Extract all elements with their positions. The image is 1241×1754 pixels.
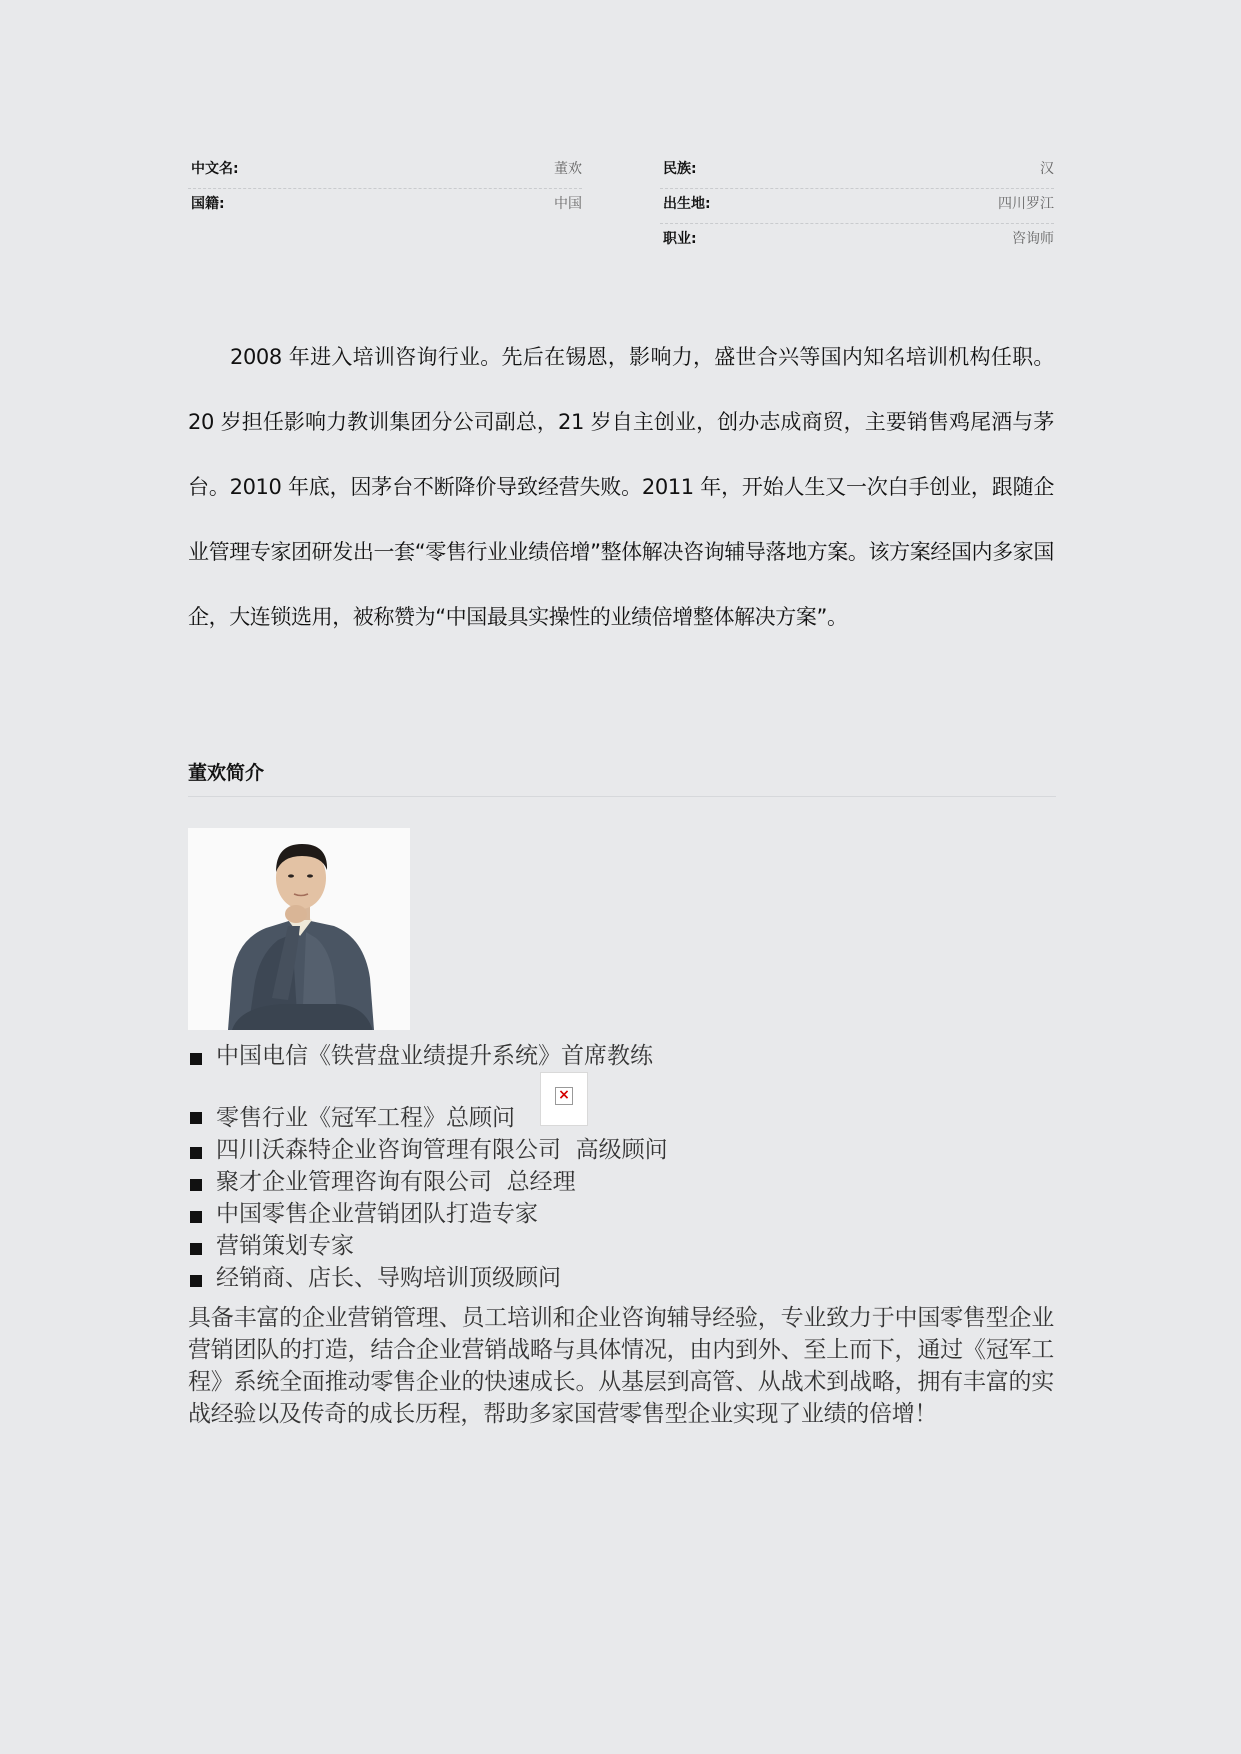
- bullet-square-icon: [190, 1243, 202, 1255]
- bullet-square-icon: [190, 1211, 202, 1223]
- section-title: 董欢简介: [188, 762, 265, 784]
- broken-image-icon: [540, 1072, 588, 1126]
- list-item-text: 中国电信《铁营盘业绩提升系统》首席教练: [216, 1043, 653, 1069]
- bullet-square-icon: [190, 1053, 202, 1065]
- section-divider: [188, 796, 1056, 797]
- list-item-text: 营销策划专家: [216, 1233, 354, 1259]
- bullet-square-icon: [190, 1147, 202, 1159]
- ethnicity-label: 民族:: [663, 161, 697, 177]
- occupation-label: 职业:: [663, 231, 697, 247]
- portrait-illustration: [188, 828, 410, 1030]
- bullet-square-icon: [190, 1275, 202, 1287]
- chinese-name-value: 董欢: [554, 161, 582, 177]
- info-row-nationality: [188, 187, 582, 223]
- list-item-text: 中国零售企业营销团队打造专家: [216, 1201, 538, 1227]
- title-list: [188, 1040, 1058, 1294]
- list-item: [188, 1072, 1058, 1134]
- list-item: [188, 1134, 1058, 1166]
- info-row-chinese-name: [188, 152, 582, 189]
- birthplace-label: 出生地:: [663, 196, 711, 212]
- occupation-value: 咨询师: [1012, 231, 1054, 247]
- red-x-icon: ×: [558, 1087, 570, 1103]
- list-item-text: 聚才企业管理咨询有限公司 总经理: [216, 1169, 576, 1195]
- list-item: [188, 1166, 1058, 1198]
- birthplace-value: 四川罗江: [998, 196, 1054, 212]
- info-row-birthplace: [660, 187, 1054, 224]
- list-item-text: 经销商、店长、导购培训顶级顾问: [216, 1265, 561, 1291]
- bullet-square-icon: [190, 1112, 202, 1124]
- image-placeholder-frame: [555, 1087, 573, 1105]
- ethnicity-value: 汉: [1040, 161, 1054, 177]
- summary-paragraph: 具备丰富的企业营销管理、员工培训和企业咨询辅导经验，专业致力于中国零售型企业营销团队的打造，结合企业营销战略与具体情况，由内到外、至上而下，通过《冠军工程》系统全面推动零售企业的快速成长。从基层到高管、从战术到战略，拥有丰富的实战经验以及传奇的成长历程，帮助多家国营零售型企业实现了业绩的倍增！: [188, 1305, 1054, 1427]
- portrait-photo: [188, 828, 410, 1030]
- nationality-label: 国籍:: [191, 196, 225, 212]
- list-item-text: 四川沃森特企业咨询管理有限公司 高级顾问: [216, 1137, 668, 1163]
- list-item: [188, 1230, 1058, 1262]
- bullet-square-icon: [190, 1179, 202, 1191]
- bio-paragraph: 2008 年进入培训咨询行业。先后在锡恩，影响力，盛世合兴等国内知名培训机构任职。20 岁担任影响力教训集团分公司副总，21 岁自主创业，创办志成商贸，主要销售鸡尾酒与茅台。2010 年底，因茅台不断降价导致经营失败。2011 年，开始人生又一次白手创业，跟随企业管理专家团研发出一套“零售行业业绩倍增”整体解决咨询辅导落地方案。该方案经国内多家国企，大连锁选用，被称赞为“中国最具实操性的业绩倍增整体解决方案”。: [188, 345, 1054, 629]
- list-item-text: 零售行业《冠军工程》总顾问: [216, 1105, 515, 1131]
- list-item: [188, 1040, 1058, 1072]
- nationality-value: 中国: [554, 196, 582, 212]
- list-item: [188, 1198, 1058, 1230]
- info-row-occupation: [660, 222, 1054, 258]
- info-row-ethnicity: [660, 152, 1054, 189]
- list-item: [188, 1262, 1058, 1294]
- chinese-name-label: 中文名:: [191, 161, 239, 177]
